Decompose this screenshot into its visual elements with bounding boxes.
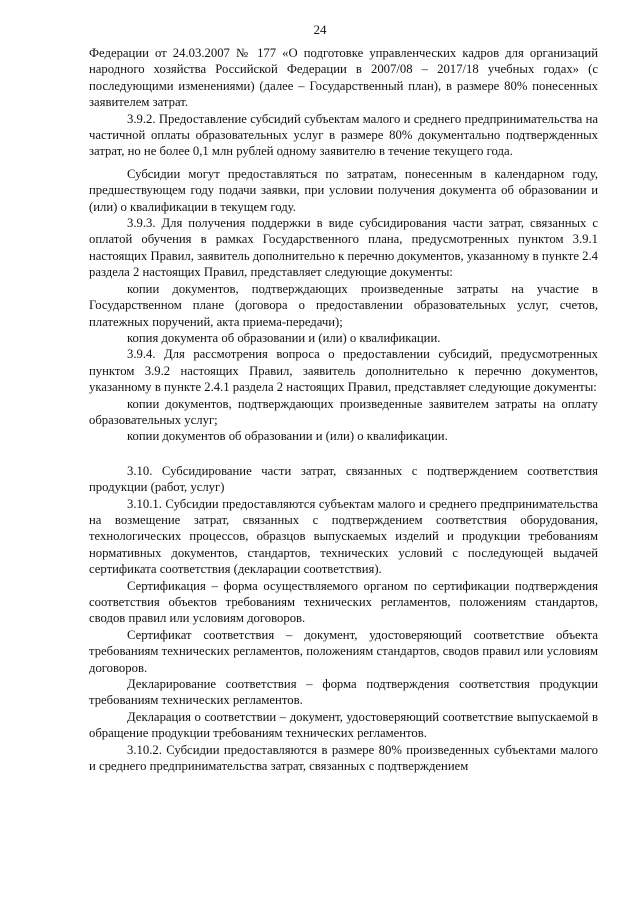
page-number: 24 [313,22,327,37]
paragraph: 3.10.2. Субсидии предоставляются в размере 80% произведенных субъектами малого и среднего предпринимательства затрат, связанных с подтверждением [89,742,598,774]
paragraph: Декларирование соответствия – форма подтверждения соответствия продукции требованиям технических регламентов. [89,677,598,708]
paragraph: Декларация о соответствии – документ, удостоверяющий соответствие выпускаемой в обращение продукции требованиям технических регламентов. [89,709,598,741]
paragraph: копии документов об образовании и (или) о квалификации. [127,429,448,444]
paragraph: 3.10.1. Субсидии предоставляются субъектам малого и среднего предпринимательства на возмещение затрат, связанных с подтверждением соответствия оборудования, технологических процессов, образцов выпускаемых изделий и продукции требованиям нормативных документов, стандартов, технических условий с последующей выдачей сертификата соответствия (декларации соответствия). [89,496,598,577]
paragraph: Федерации от 24.03.2007 № 177 «О подготовке управленческих кадров для организаций народного хозяйства Российской Федерации в 2007/08 – 2017/18 учебных годах» (с последующими изменениями) (далее – Государственный план), в размере 80% понесенных заявителем затрат. [89,46,598,110]
document-body [89,45,598,774]
paragraph: 3.9.3. Для получения поддержки в виде субсидирования части затрат, связанных с оплатой обучения в рамках Государственного плана, предусмотренных пунктом 3.9.1 настоящих Правил, заявитель дополнительно к перечню документов, указанному в пункте 2.4 раздела 2 настоящих Правил, представляет следующие документы: [89,216,598,280]
paragraph: Сертификат соответствия – документ, удостоверяющий соответствие объекта требованиям технических регламентов, положениям стандартов, сводов правил или условиям договоров. [89,627,598,675]
paragraph: Сертификация – форма осуществляемого органом по сертификации подтверждения соответствия объектов требованиям технических регламентов, положениям стандартов, сводов правил или условиям договоров. [89,578,598,626]
paragraph: Субсидии могут предоставляться по затратам, понесенным в календарном году, предшествующем году подачи заявки, при условии получения документа об образовании и (или) о квалификации в текущем году. [89,166,598,214]
paragraph: копии документов, подтверждающих произведенные затраты на участие в Государственном плане (договора о предоставлении образовательных услуг, счетов, платежных поручений, акта приема-передачи); [89,281,598,329]
paragraph: копии документов, подтверждающих произведенные заявителем затраты на оплату образовательных услуг; [89,396,598,427]
paragraph: 3.9.2. Предоставление субсидий субъектам малого и среднего предпринимательства на частичной оплаты образовательных услуг в размере 80% документально подтвержденных затрат, но не более 0,1 млн рублей одному заявителю в течение текущего года. [89,111,598,159]
paragraph: 3.9.4. Для рассмотрения вопроса о предоставлении субсидий, предусмотренных пунктом 3.9.2 настоящих Правил, заявитель дополнительно к перечню документов, указанному в пункте 2.4.1 раздела 2 настоящих Правил, представляет следующие документы: [89,347,598,395]
paragraph: копия документа об образовании и (или) о квалификации. [127,330,441,345]
section-heading: 3.10. Субсидирование части затрат, связанных с подтверждением соответствия продукции (работ, услуг) [89,463,598,495]
